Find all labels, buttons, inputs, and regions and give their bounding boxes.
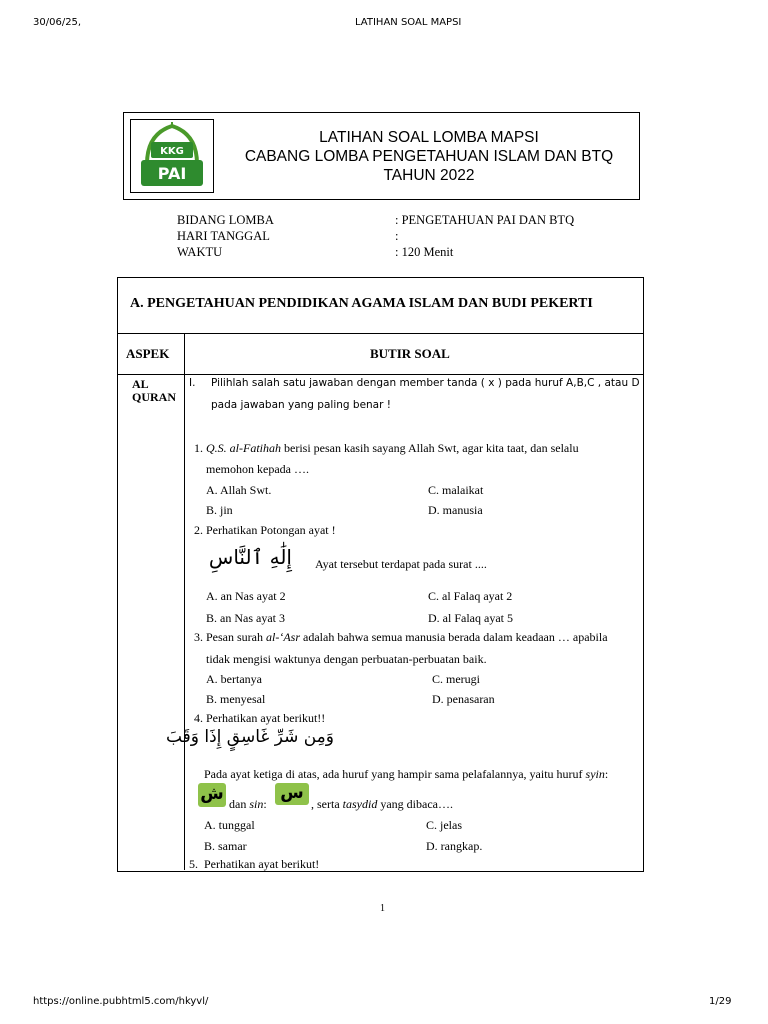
instruction-line-2: pada jawaban yang paling benar !: [211, 399, 391, 411]
q3-text-pre: Pesan surah: [206, 630, 266, 644]
q4-option-c[interactable]: C. jelas: [426, 818, 462, 832]
q4-mid-pre: dan: [229, 797, 250, 811]
q2-text-cont: Ayat tersebut terdapat pada surat ....: [315, 557, 487, 571]
q4-arabic-verse: وَمِن شَرِّ غَاسِقٍ إِذَا وَقَبَ: [165, 727, 334, 747]
q4-text2-pre: Pada ayat ketiga di atas, ada huruf yang hampir sama pelafalannya, yaitu huruf: [204, 767, 586, 781]
print-title: LATIHAN SOAL MAPSI: [355, 17, 462, 28]
logo-text-kkg: KKG: [160, 146, 184, 157]
header-butir-soal: BUTIR SOAL: [370, 346, 450, 361]
q2-option-b[interactable]: B. an Nas ayat 3: [206, 611, 285, 625]
q4-mid-post: :: [263, 797, 267, 811]
q3-text-cont: tidak mengisi waktunya dengan perbuatan-perbuatan baik.: [206, 652, 487, 666]
q4-text-cont: [204, 767, 608, 782]
instruction-number: I.: [189, 377, 196, 389]
q4-letter-sin: س: [275, 783, 309, 805]
q1-option-a[interactable]: A. Allah Swt.: [206, 483, 272, 497]
q2-option-a[interactable]: A. an Nas ayat 2: [206, 589, 286, 603]
q4-option-a[interactable]: A. tunggal: [204, 818, 255, 832]
column-divider: [184, 333, 185, 870]
q4-option-d[interactable]: D. rangkap.: [426, 839, 483, 853]
q4-number: 4.: [194, 711, 203, 725]
q3-option-c[interactable]: C. merugi: [432, 672, 480, 686]
section-title: A. PENGETAHUAN PENDIDIKAN AGAMA ISLAM DAN BUDI PEKERTI: [130, 296, 593, 311]
aspek-quran: QURAN: [132, 390, 176, 404]
q4-end-post: yang dibaca….: [377, 797, 453, 811]
q1-number: 1.: [194, 441, 203, 455]
q3-text-body: adalah bahwa semua manusia berada dalam keadaan … apabila: [300, 630, 608, 644]
q3-option-b[interactable]: B. menyesal: [206, 692, 266, 706]
q1-option-c[interactable]: C. malaikat: [428, 483, 484, 497]
info-label-bidang: BIDANG LOMBA: [177, 213, 274, 227]
q1-text-body: berisi pesan kasih sayang Allah Swt, agar kita taat, dan selalu: [281, 441, 579, 455]
q3-option-a[interactable]: A. bertanya: [206, 672, 262, 686]
q5-number: 5.: [189, 857, 198, 871]
q1-option-b[interactable]: B. jin: [206, 503, 233, 517]
q4-letter-syin: ش: [198, 783, 226, 807]
logo-text-pai: PAI: [157, 164, 187, 183]
q2-option-c[interactable]: C. al Falaq ayat 2: [428, 589, 513, 603]
title-box: [123, 112, 640, 200]
table-divider: [118, 333, 643, 334]
q2-text: Perhatikan Potongan ayat !: [206, 523, 336, 537]
q4-sin-label: sin: [249, 797, 264, 811]
info-value-bidang: : PENGETAHUAN PAI DAN BTQ: [395, 213, 575, 227]
info-label-hari: HARI TANGGAL: [177, 229, 270, 243]
q1-option-d[interactable]: D. manusia: [428, 503, 483, 517]
title-line-3: TAHUN 2022: [383, 167, 475, 184]
q4-end-text: [311, 797, 453, 812]
page-number: 1: [380, 903, 385, 914]
q3-number: 3.: [194, 630, 203, 644]
aspek-al: AL: [132, 377, 149, 391]
title-line-1: LATIHAN SOAL LOMBA MAPSI: [319, 129, 539, 146]
info-value-hari: :: [395, 229, 399, 243]
q2-number: 2.: [194, 523, 203, 537]
instruction-line-1: Pilihlah salah satu jawaban dengan member tanda ( x ) pada huruf A,B,C , atau D: [211, 377, 640, 389]
q2-arabic-verse: إِلَٰهِ ٱلنَّاسِ: [208, 545, 292, 569]
kkg-pai-logo: [130, 119, 214, 193]
title-line-2: CABANG LOMBA PENGETAHUAN ISLAM DAN BTQ: [244, 148, 614, 165]
print-url[interactable]: https://online.pubhtml5.com/hkyvl/: [33, 996, 209, 1007]
q4-tasydid-label: tasydid: [342, 797, 378, 811]
q4-option-b[interactable]: B. samar: [204, 839, 247, 853]
print-date: 30/06/25,: [33, 17, 82, 28]
q4-text: Perhatikan ayat berikut!!: [206, 711, 326, 725]
question-table: [117, 277, 644, 872]
q4-syin-label: syin: [585, 767, 605, 781]
q5-text: Perhatikan ayat berikut!: [204, 857, 320, 871]
q3-text: [206, 630, 608, 645]
q2-option-d[interactable]: D. al Falaq ayat 5: [428, 611, 513, 625]
table-divider: [118, 374, 643, 375]
info-label-waktu: WAKTU: [177, 245, 223, 259]
q1-reference: Q.S. al-Fatihah: [206, 441, 281, 455]
q1-text: [206, 441, 579, 456]
q1-text-cont: memohon kepada ….: [206, 462, 309, 476]
header-aspek: ASPEK: [126, 346, 170, 361]
q3-option-d[interactable]: D. penasaran: [432, 692, 495, 706]
q4-text2-post: :: [604, 767, 609, 781]
q4-mid-text: [229, 797, 267, 812]
info-value-waktu: : 120 Menit: [395, 245, 454, 259]
q4-end-pre: , serta: [311, 797, 343, 811]
print-page-count: 1/29: [709, 996, 732, 1007]
q3-reference: al-‘Asr: [266, 630, 300, 644]
